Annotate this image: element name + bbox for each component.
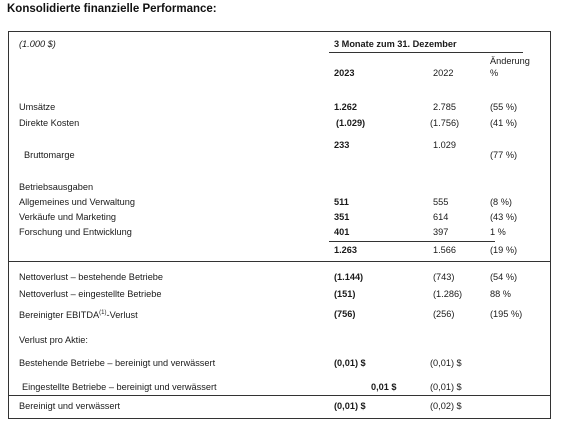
row-label: Eingestellte Betriebe – bereinigt und verwässert [22, 382, 217, 392]
year-current-header: 2023 [334, 68, 355, 78]
row-value-current: (1.029) [336, 118, 366, 128]
row-value-prior: (743) [433, 272, 455, 282]
row-label: Forschung und Entwicklung [19, 227, 132, 237]
row-change: (77 %) [490, 150, 518, 160]
change-header-line2: % [490, 68, 499, 78]
subtotal-line [329, 241, 495, 242]
row-value-current: 511 [334, 197, 349, 207]
separator-line-1 [8, 261, 550, 262]
row-value-prior: (1.756) [430, 118, 460, 128]
row-label: Umsätze [19, 102, 56, 112]
row-value-prior: 614 [433, 212, 449, 222]
row-label: Bruttomarge [24, 150, 75, 160]
row-change: (195 %) [490, 309, 523, 319]
row-value-prior: (0,01) $ [430, 358, 462, 368]
table-bottom-border [8, 418, 550, 419]
row-label: Allgemeines und Verwaltung [19, 197, 135, 207]
section-label: Verlust pro Aktie: [19, 335, 88, 345]
period-header: 3 Monate zum 31. Dezember [334, 39, 457, 49]
change-header-line1: Änderung [490, 56, 530, 66]
row-change: (41 %) [490, 118, 518, 128]
unit-label: (1.000 $) [19, 39, 56, 49]
page-title: Konsolidierte finanzielle Performance: [7, 3, 217, 15]
year-prior-header: 2022 [433, 68, 454, 78]
row-value-current: 0,01 $ [371, 382, 397, 392]
table-left-border [8, 31, 9, 419]
section-label: Betriebsausgaben [19, 182, 94, 192]
footnote-marker: (1) [99, 310, 107, 316]
row-value-current: (0,01) $ [334, 401, 366, 411]
row-change: 88 % [490, 289, 511, 299]
row-value-prior: (0,01) $ [430, 382, 462, 392]
row-change: (43 %) [490, 212, 518, 222]
row-label: Nettoverlust – bestehende Betriebe [19, 272, 164, 282]
table-right-border [550, 31, 551, 419]
row-value-prior: (256) [433, 309, 455, 319]
row-label-suffix: -Verlust [106, 310, 138, 321]
row-label-main: Bereinigter EBITDA [19, 310, 100, 321]
row-value-prior: 1.029 [433, 140, 456, 150]
row-value-current: (756) [334, 309, 356, 319]
row-value-current: 233 [334, 140, 350, 150]
row-label: Bestehende Betriebe – bereinigt und verwässert [19, 358, 216, 368]
period-underline [329, 52, 523, 53]
row-value-prior: 397 [433, 227, 449, 237]
row-change: (8 %) [490, 197, 512, 207]
subtotal-value-current: 1.263 [334, 245, 357, 255]
row-label: Nettoverlust – eingestellte Betriebe [19, 289, 162, 299]
row-value-prior: (1.286) [433, 289, 463, 299]
row-change: 1 % [490, 227, 506, 237]
row-value-prior: (0,02) $ [430, 401, 462, 411]
row-label: Direkte Kosten [19, 118, 80, 128]
row-value-prior: 555 [433, 197, 449, 207]
table-top-border [8, 31, 550, 32]
row-change: (54 %) [490, 272, 518, 282]
subtotal-change: (19 %) [490, 245, 518, 255]
separator-line-2 [8, 395, 550, 396]
row-value-current: 1.262 [334, 102, 357, 112]
row-value-current: (151) [334, 289, 356, 299]
row-value-current: (1.144) [334, 272, 364, 282]
row-label: Verkäufe und Marketing [19, 212, 117, 222]
row-value-current: (0,01) $ [334, 358, 366, 368]
row-label [19, 308, 138, 321]
row-change: (55 %) [490, 102, 518, 112]
subtotal-value-prior: 1.566 [433, 245, 456, 255]
row-value-current: 351 [334, 212, 350, 222]
row-label: Bereinigt und verwässert [19, 401, 121, 411]
row-value-current: 401 [334, 227, 350, 237]
row-value-prior: 2.785 [433, 102, 456, 112]
